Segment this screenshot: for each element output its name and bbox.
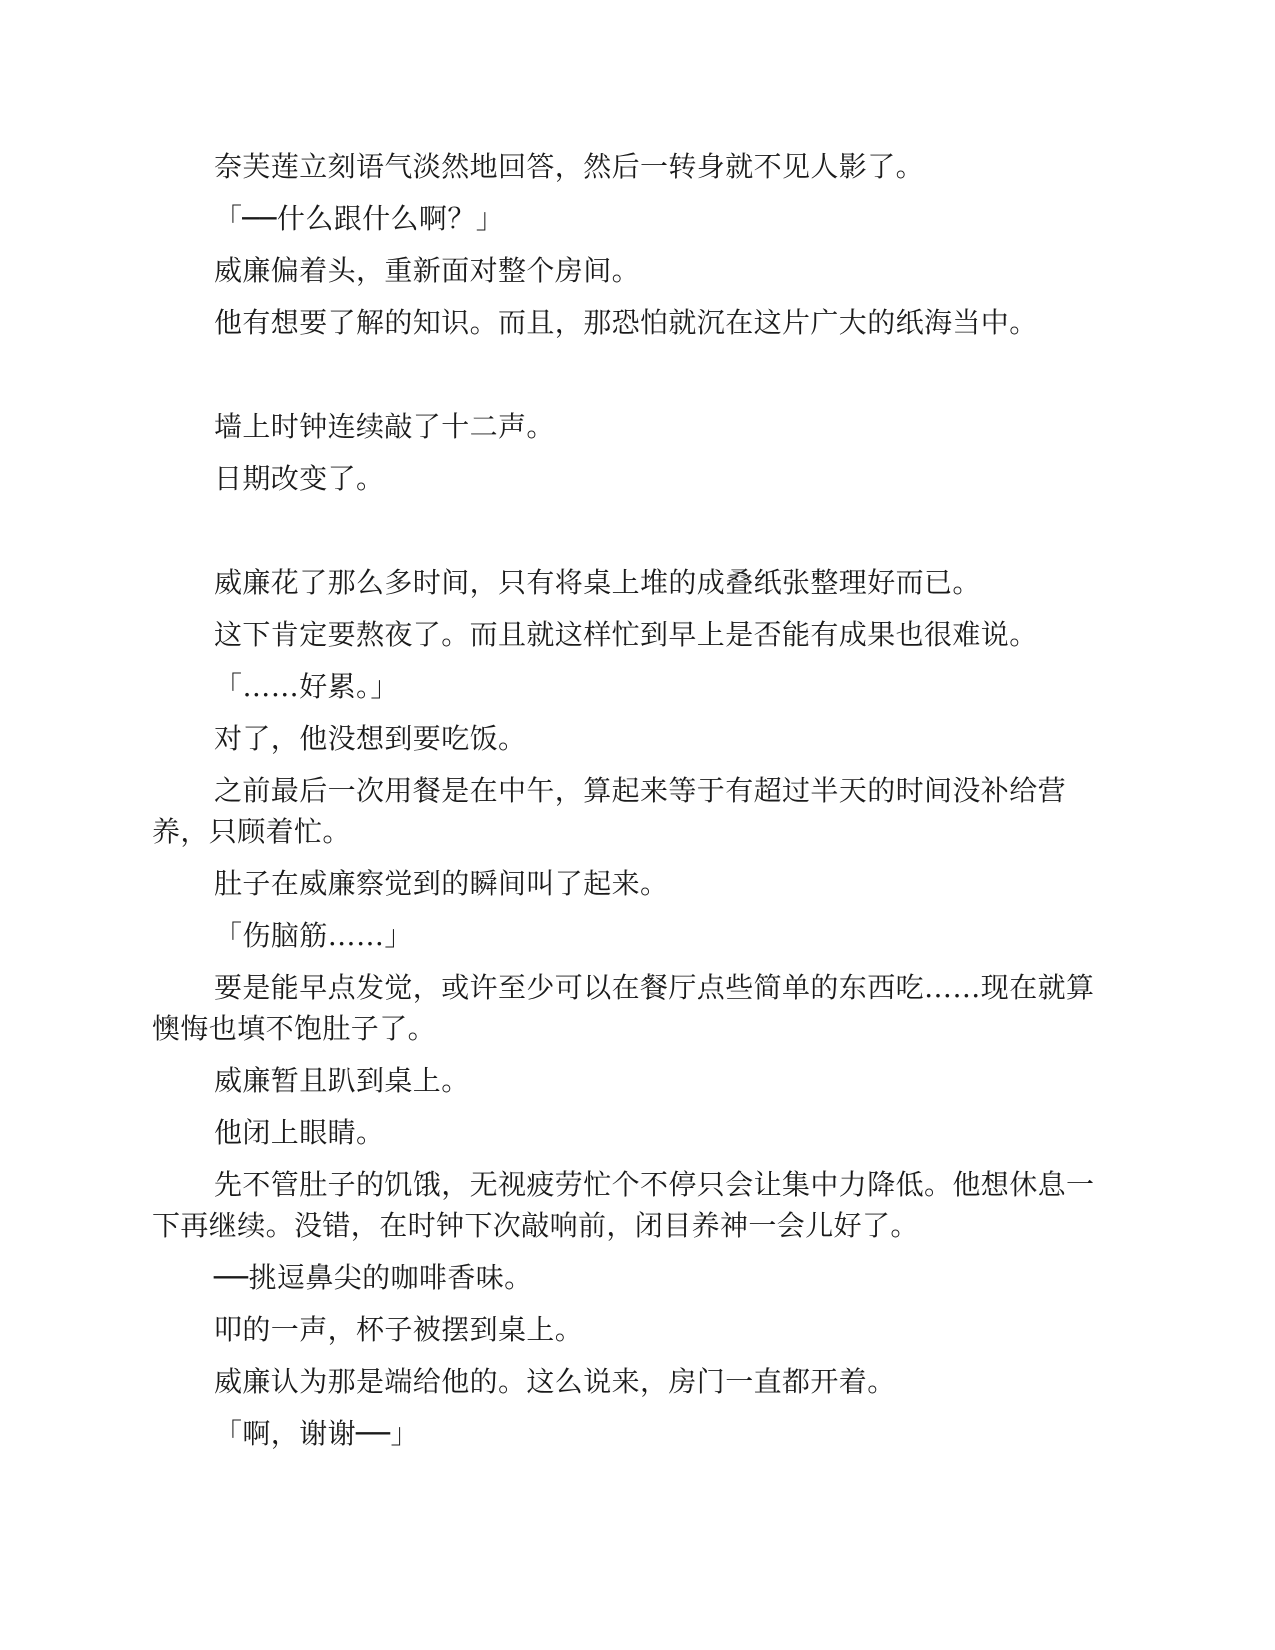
paragraph: ──挑逗鼻尖的咖啡香味。 xyxy=(214,1261,533,1294)
paragraph: 之前最后一次用餐是在中午，算起来等于有超过半天的时间没补给营养，只顾着忙。 xyxy=(152,774,1067,848)
paragraph: 对了，他没想到要吃饭。 xyxy=(214,722,527,755)
paragraph: 「啊，谢谢──」 xyxy=(214,1417,419,1450)
paragraph: 威廉偏着头，重新面对整个房间。 xyxy=(214,254,641,287)
paragraph: 威廉花了那么多时间，只有将桌上堆的成叠纸张整理好而已。 xyxy=(214,566,981,599)
paragraph: 叩的一声，杯子被摆到桌上。 xyxy=(214,1313,584,1346)
paragraph: 威廉认为那是端给他的。这么说来，房门一直都开着。 xyxy=(214,1365,896,1398)
paragraph: 他闭上眼睛。 xyxy=(214,1116,385,1149)
paragraph: 日期改变了。 xyxy=(214,462,385,495)
paragraph: 他有想要了解的知识。而且，那恐怕就沉在这片广大的纸海当中。 xyxy=(214,306,1038,339)
paragraph: 「……好累。」 xyxy=(214,670,399,703)
paragraph: 先不管肚子的饥饿，无视疲劳忙个不停只会让集中力降低。他想休息一下再继续。没错，在时钟下次敲响前，闭目养神一会儿好了。 xyxy=(152,1168,1095,1242)
body-text xyxy=(152,146,1122,1465)
section-break xyxy=(152,510,1122,562)
paragraph: 奈芙莲立刻语气淡然地回答，然后一转身就不见人影了。 xyxy=(214,150,925,183)
paragraph: 这下肯定要熬夜了。而且就这样忙到早上是否能有成果也很难说。 xyxy=(214,618,1038,651)
paragraph: 要是能早点发觉，或许至少可以在餐厅点些简单的东西吃……现在就算懊悔也填不饱肚子了。 xyxy=(152,971,1095,1045)
paragraph: 墙上时钟连续敲了十二声。 xyxy=(214,410,555,443)
paragraph: 肚子在威廉察觉到的瞬间叫了起来。 xyxy=(214,867,669,900)
paragraph: 威廉暂且趴到桌上。 xyxy=(214,1064,470,1097)
paragraph: 「伤脑筋……」 xyxy=(214,919,413,952)
paragraph: 「──什么跟什么啊？」 xyxy=(214,202,505,235)
section-break xyxy=(152,354,1122,406)
